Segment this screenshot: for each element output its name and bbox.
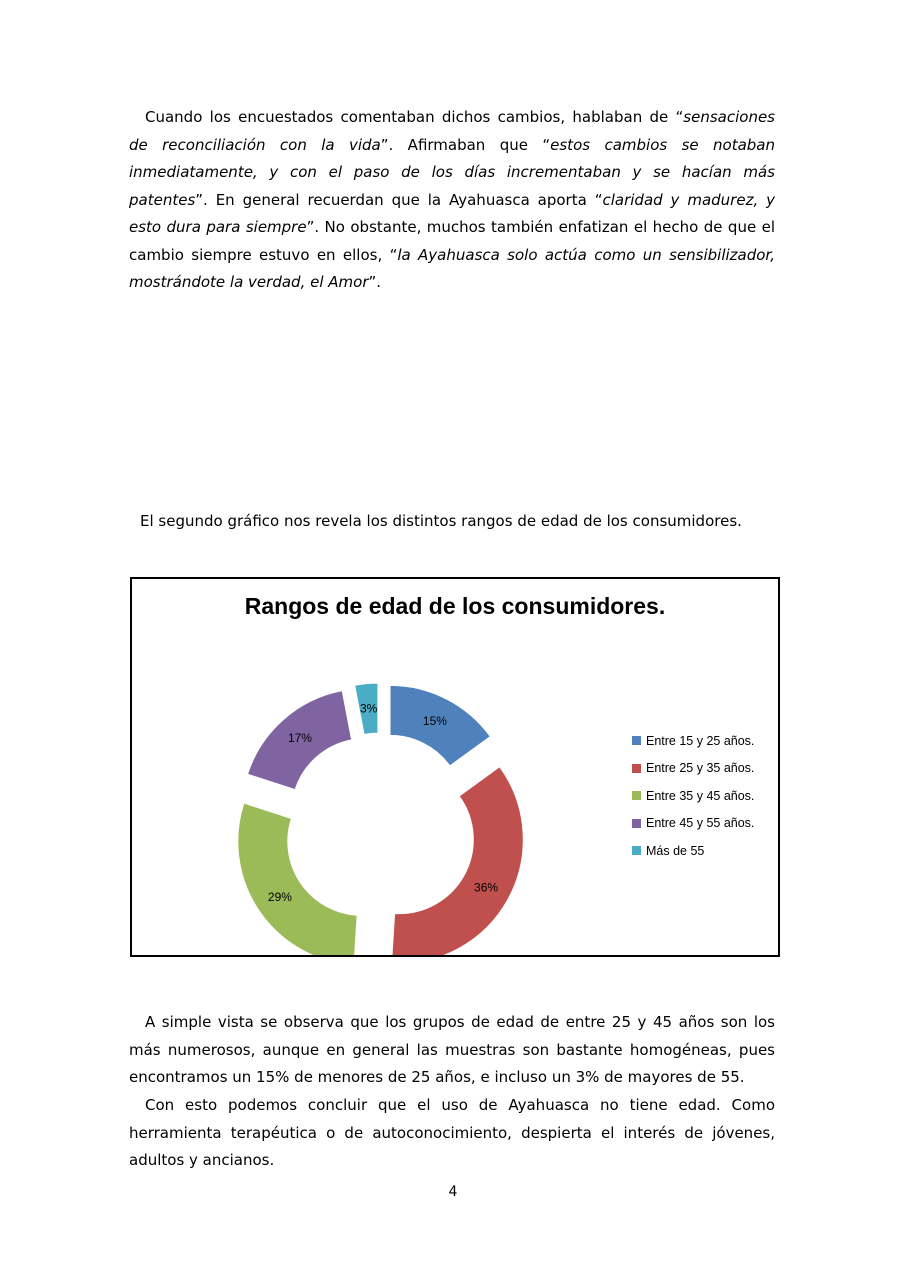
paragraph-conclusion xyxy=(129,1092,775,1175)
legend-label: Entre 25 y 35 años. xyxy=(646,761,755,776)
paragraph-analysis-text: A simple vista se observa que los grupos de edad de entre 25 y 45 años son los más numerosos, aunque en general las muestras son bastante homogéneas, pues encontramos un 15% de menores de 25 años, e incluso un 3% de mayores de 55. xyxy=(129,1013,775,1086)
legend-item xyxy=(632,727,754,755)
quote-text: claridad y madurez, y esto dura para siempre xyxy=(129,190,775,236)
quote-text: sensaciones de reconciliación con la vida xyxy=(129,108,775,154)
chart-frame xyxy=(130,577,780,957)
paragraph-testimonials xyxy=(129,104,775,297)
quote-text: estos cambios se notaban inmediatamente, y con el paso de los días incrementaban y se hacían más patentes xyxy=(129,135,775,209)
paragraph-analysis xyxy=(129,1009,775,1092)
legend-swatch xyxy=(632,846,641,855)
legend-item xyxy=(632,837,754,865)
slice-data-label: 15% xyxy=(422,714,447,729)
legend-item xyxy=(632,810,754,838)
legend-item xyxy=(632,755,754,783)
legend-swatch xyxy=(632,764,641,773)
legend-swatch xyxy=(632,736,641,745)
legend-label: Entre 45 y 55 años. xyxy=(646,816,755,831)
paragraph-conclusion-text: Con esto podemos concluir que el uso de Ayahuasca no tiene edad. Como herramienta terapéutica o de autoconocimiento, despierta el interés de jóvenes, adultos y ancianos. xyxy=(129,1096,775,1169)
chart-legend xyxy=(632,727,754,865)
quote-text: la Ayahuasca solo actúa como un sensibilizador, mostrándote la verdad, el Amor xyxy=(129,245,775,291)
slice-data-label: 3% xyxy=(359,701,378,716)
page-number: 4 xyxy=(448,1184,458,1200)
legend-swatch xyxy=(632,819,641,828)
donut-slice-3 xyxy=(238,803,357,955)
paragraph-chart-intro: El segundo gráfico nos revela los distintos rangos de edad de los consumidores. xyxy=(140,512,742,530)
slice-data-label: 29% xyxy=(267,890,292,905)
legend-item xyxy=(632,782,754,810)
legend-label: Más de 55 xyxy=(646,843,705,858)
paragraph-text: ”. xyxy=(368,273,382,291)
slice-data-label: 17% xyxy=(287,731,312,746)
paragraph-text: ”. Afirmaban que “ xyxy=(380,135,551,154)
legend-label: Entre 35 y 45 años. xyxy=(646,788,755,803)
chart-title: Rangos de edad de los consumidores. xyxy=(244,593,666,619)
paragraph-text: ”. En general recuerdan que la Ayahuasca aporta “ xyxy=(195,190,603,209)
paragraph-text: Cuando los encuestados comentaban dichos cambios, hablaban de “ xyxy=(145,108,684,126)
slice-data-label: 36% xyxy=(474,880,499,895)
paragraph-text: ”. No obstante, muchos también enfatizan el hecho de que el cambio siempre estuvo en ellos, “ xyxy=(129,218,775,264)
donut-slice-2 xyxy=(391,767,523,955)
legend-label: Entre 15 y 25 años. xyxy=(646,733,755,748)
legend-swatch xyxy=(632,791,641,800)
